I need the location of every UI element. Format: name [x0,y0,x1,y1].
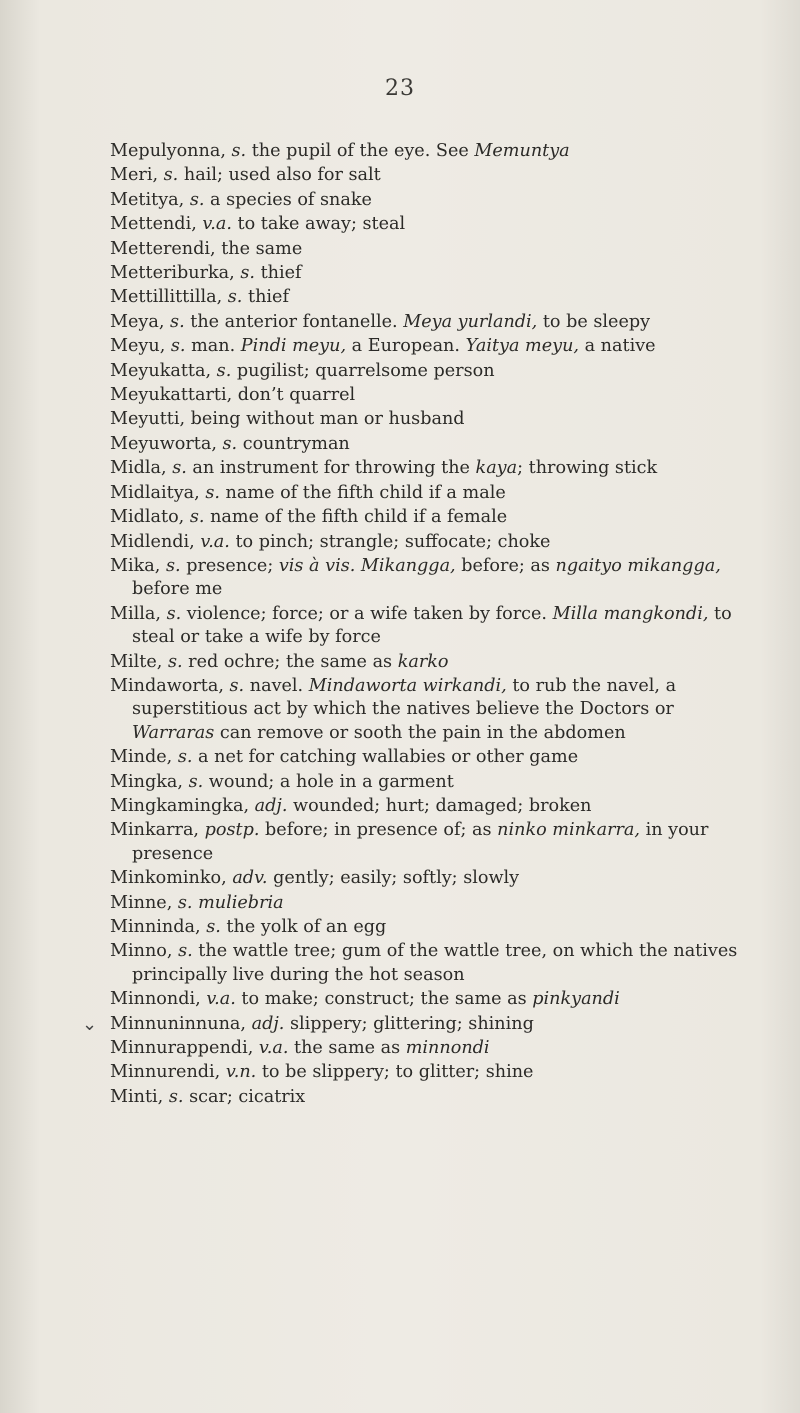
entry-text: s. [177,892,193,913]
entry-text: s. [189,189,205,210]
page-number: 23 [385,76,415,101]
entry-text: adv. [232,868,268,889]
entry-text: Minnurendi, [110,1062,226,1083]
entry-text: vis à vis. [278,555,356,576]
entry-text: Metitya, [110,189,190,210]
dictionary-entry [110,384,750,407]
entry-text: to be slippery; to glitter; shine [256,1062,534,1083]
entry-text: Midlato, [110,507,190,528]
dictionary-entry [110,140,750,163]
dictionary-entry [110,916,750,939]
entry-text: Mingka, [110,771,189,792]
dictionary-entry [110,1013,750,1036]
entry-text: s. [222,433,238,454]
entry-text: pugilist; quarrelsome person [231,360,495,381]
entry-text: the wattle tree; gum of the wattle tree, on which the natives principally live during the hot season [132,941,738,985]
entry-text: to rub the navel, a superstitious act by which the natives believe the Doctors or [132,675,677,720]
entry-text: Midlendi, [110,531,201,552]
dictionary-entry [110,795,750,818]
entry-text: Minno, [110,941,179,962]
entry-text: s. [172,458,187,479]
entry-text: Minnurappendi, [110,1038,259,1059]
entry-text: an instrument for throwing the [186,458,476,479]
entry-text: Meya yurlandi, [403,311,538,332]
entry-text: Mindaworta, [110,675,230,696]
dictionary-entry [110,531,750,554]
entry-text: scar; cicatrix [183,1086,306,1107]
entry-text: the yolk of an egg [220,917,387,937]
entry-text: s. [229,675,245,696]
dictionary-entry [110,555,750,602]
dictionary-entry [110,651,750,674]
entry-text: Minne, [110,892,178,913]
entry-text: s. [189,507,205,528]
entry-text: Yaitya meyu, [465,336,579,357]
entry-text: s. [227,287,243,308]
entry-text: Mettillittilla, [110,287,228,308]
entry-text: thief [242,287,289,308]
entry-text: karko [397,651,449,672]
entry-text: ninko minkarra, [497,820,640,841]
entry-text: Metteriburka, [110,263,241,284]
entry-text: Meyuworta, [110,433,223,454]
entry-text: Mettendi, [110,214,203,235]
entry-text: Minkominko, [110,868,233,889]
entry-text: Mepulyonna, [110,141,232,161]
entry-text: s. [188,771,204,792]
entry-text: s. [177,747,193,768]
entry-text: v.a. [206,989,236,1010]
dictionary-entry [110,867,750,890]
entry-text: a net for catching wallabies or other game [192,747,579,768]
entry-text: a species of snake [204,189,372,210]
entry-text: Milte, [110,651,168,672]
entry-text: Meyukatta, [110,360,217,381]
entry-text: s. [167,651,183,672]
entry-text: Mika, [110,555,166,576]
entry-text: navel. [244,675,309,696]
dictionary-entry [110,482,750,505]
entry-text: muliebria [198,892,284,913]
dictionary-entry [110,238,750,261]
entry-text: s. [216,360,232,381]
dictionary-entry [110,603,750,650]
dictionary-entry [110,262,750,285]
dictionary-entry [110,189,750,212]
entry-text: before; as [455,555,556,576]
entry-text: the same as [288,1038,406,1059]
entry-text: countryman [237,433,350,454]
entry-text: s. [170,336,186,357]
entry-text: to make; construct; the same as [235,989,533,1010]
entry-text: s. [178,941,193,962]
entry-text: presence; [180,555,279,576]
dictionary-entry [110,506,750,529]
entry-text: to pinch; strangle; suffocate; choke [229,531,551,552]
dictionary-entry [110,746,750,769]
entry-text: s. [163,165,179,186]
entry-text: adj. [251,1013,285,1034]
entry-text: wounded; hurt; damaged; broken [287,795,592,816]
entry-text: Milla, [110,603,167,624]
entry-text: Midla, [110,458,173,479]
entry-text: hail; used also for salt [178,165,381,186]
dictionary-entry [110,892,750,915]
entry-text: a European. [346,336,466,357]
entry-text: to take away; steal [231,214,406,235]
entry-text: Mindaworta wirkandi, [308,675,507,696]
dictionary-entry [110,213,750,236]
dictionary-entry [110,771,750,794]
entry-text: Pindi meyu, [240,336,347,357]
dictionary-entry [110,433,750,456]
entry-text: Metterendi, the same [110,238,303,259]
dictionary-entry [110,311,750,334]
dictionary-entry [110,675,750,745]
dictionary-entry [110,360,750,383]
entry-text: pinkyandi [532,989,620,1010]
dictionary-entry [110,1061,750,1084]
entry-text: the anterior fontanelle. [184,311,404,332]
entry-text: wound; a hole in a garment [203,771,454,792]
entry-text: Milla mangkondi, [552,603,709,624]
entry-text: s. [231,141,247,161]
entry-text: gently; easily; softly; slowly [267,868,520,889]
entry-text: slippery; glittering; shining [284,1013,534,1034]
dictionary-entry [110,819,750,866]
entry-text: ngaityo mikangga, [555,555,721,576]
entry-text: Memuntya [474,141,570,161]
entry-text: Meyu, [110,336,171,357]
dictionary-entry [110,408,750,431]
entry-text: Warraras [132,722,215,743]
dictionary-entry [110,1086,750,1109]
entry-list [110,140,750,1109]
entry-text: in your presence [132,820,709,864]
dictionary-entry [110,457,750,480]
entry-text: Meyutti, being without man or husband [110,409,465,430]
entry-text: name of the fifth child if a female [204,507,508,528]
entry-text: Meya, [110,311,171,332]
entry-text: Minnuninnuna, [110,1013,252,1034]
entry-text: thief [254,263,302,284]
entry-text: name of the fifth child if a male [219,482,506,503]
dictionary-entry [110,335,750,358]
entry-text: the pupil of the eye. See [246,141,475,161]
entry-text: red ochre; the same as [182,651,398,672]
entry-text: s. [206,917,221,937]
dictionary-entry [110,1037,750,1060]
entry-text: Minti, [110,1086,169,1107]
entry-text: to steal or take a wife by force [132,603,732,648]
entry-text: v.a. [258,1038,289,1059]
entry-text: v.a. [202,214,232,235]
entry-text: before me [132,579,223,600]
entry-text: Meri, [110,165,164,186]
entry-text: s. [240,263,255,284]
entry-text: Minde, [110,747,178,768]
dictionary-entry [110,988,750,1011]
entry-text: man. [185,336,241,357]
entry-text: minnondi [405,1038,490,1059]
entry-text: kaya [475,458,518,479]
entry-text: Minnondi, [110,989,207,1010]
entry-text: postp. [204,820,260,841]
entry-text: Mikangga, [360,555,456,576]
entry-text: v.n. [225,1062,257,1083]
dictionary-entry [110,940,750,987]
entry-text: s. [170,311,185,332]
entry-text: Meyukattarti, don’t quarrel [110,385,356,406]
dictionary-entry [110,164,750,187]
entry-text: Minkarra, [110,820,205,841]
entry-text: Minninda, [110,917,207,937]
entry-text: can remove or sooth the pain in the abdomen [214,722,626,743]
entry-text: s. [205,482,220,503]
dictionary-entry [110,286,750,309]
entry-text: a native [579,336,656,357]
margin-mark: ⌄ [82,1014,98,1035]
entry-text: s. [166,603,182,624]
entry-text: v.a. [200,531,230,552]
entry-text: before; in presence of; as [259,820,498,841]
entry-text: s. [168,1086,184,1107]
entry-text: adj. [254,795,288,816]
entry-text: to be sleepy [537,311,651,332]
entry-text: ; throwing stick [517,458,658,479]
entry-text: s. [165,555,181,576]
entry-text: Midlaitya, [110,482,206,503]
entry-text: Mingkamingka, [110,795,255,816]
entry-text: violence; force; or a wife taken by force. [181,603,553,624]
